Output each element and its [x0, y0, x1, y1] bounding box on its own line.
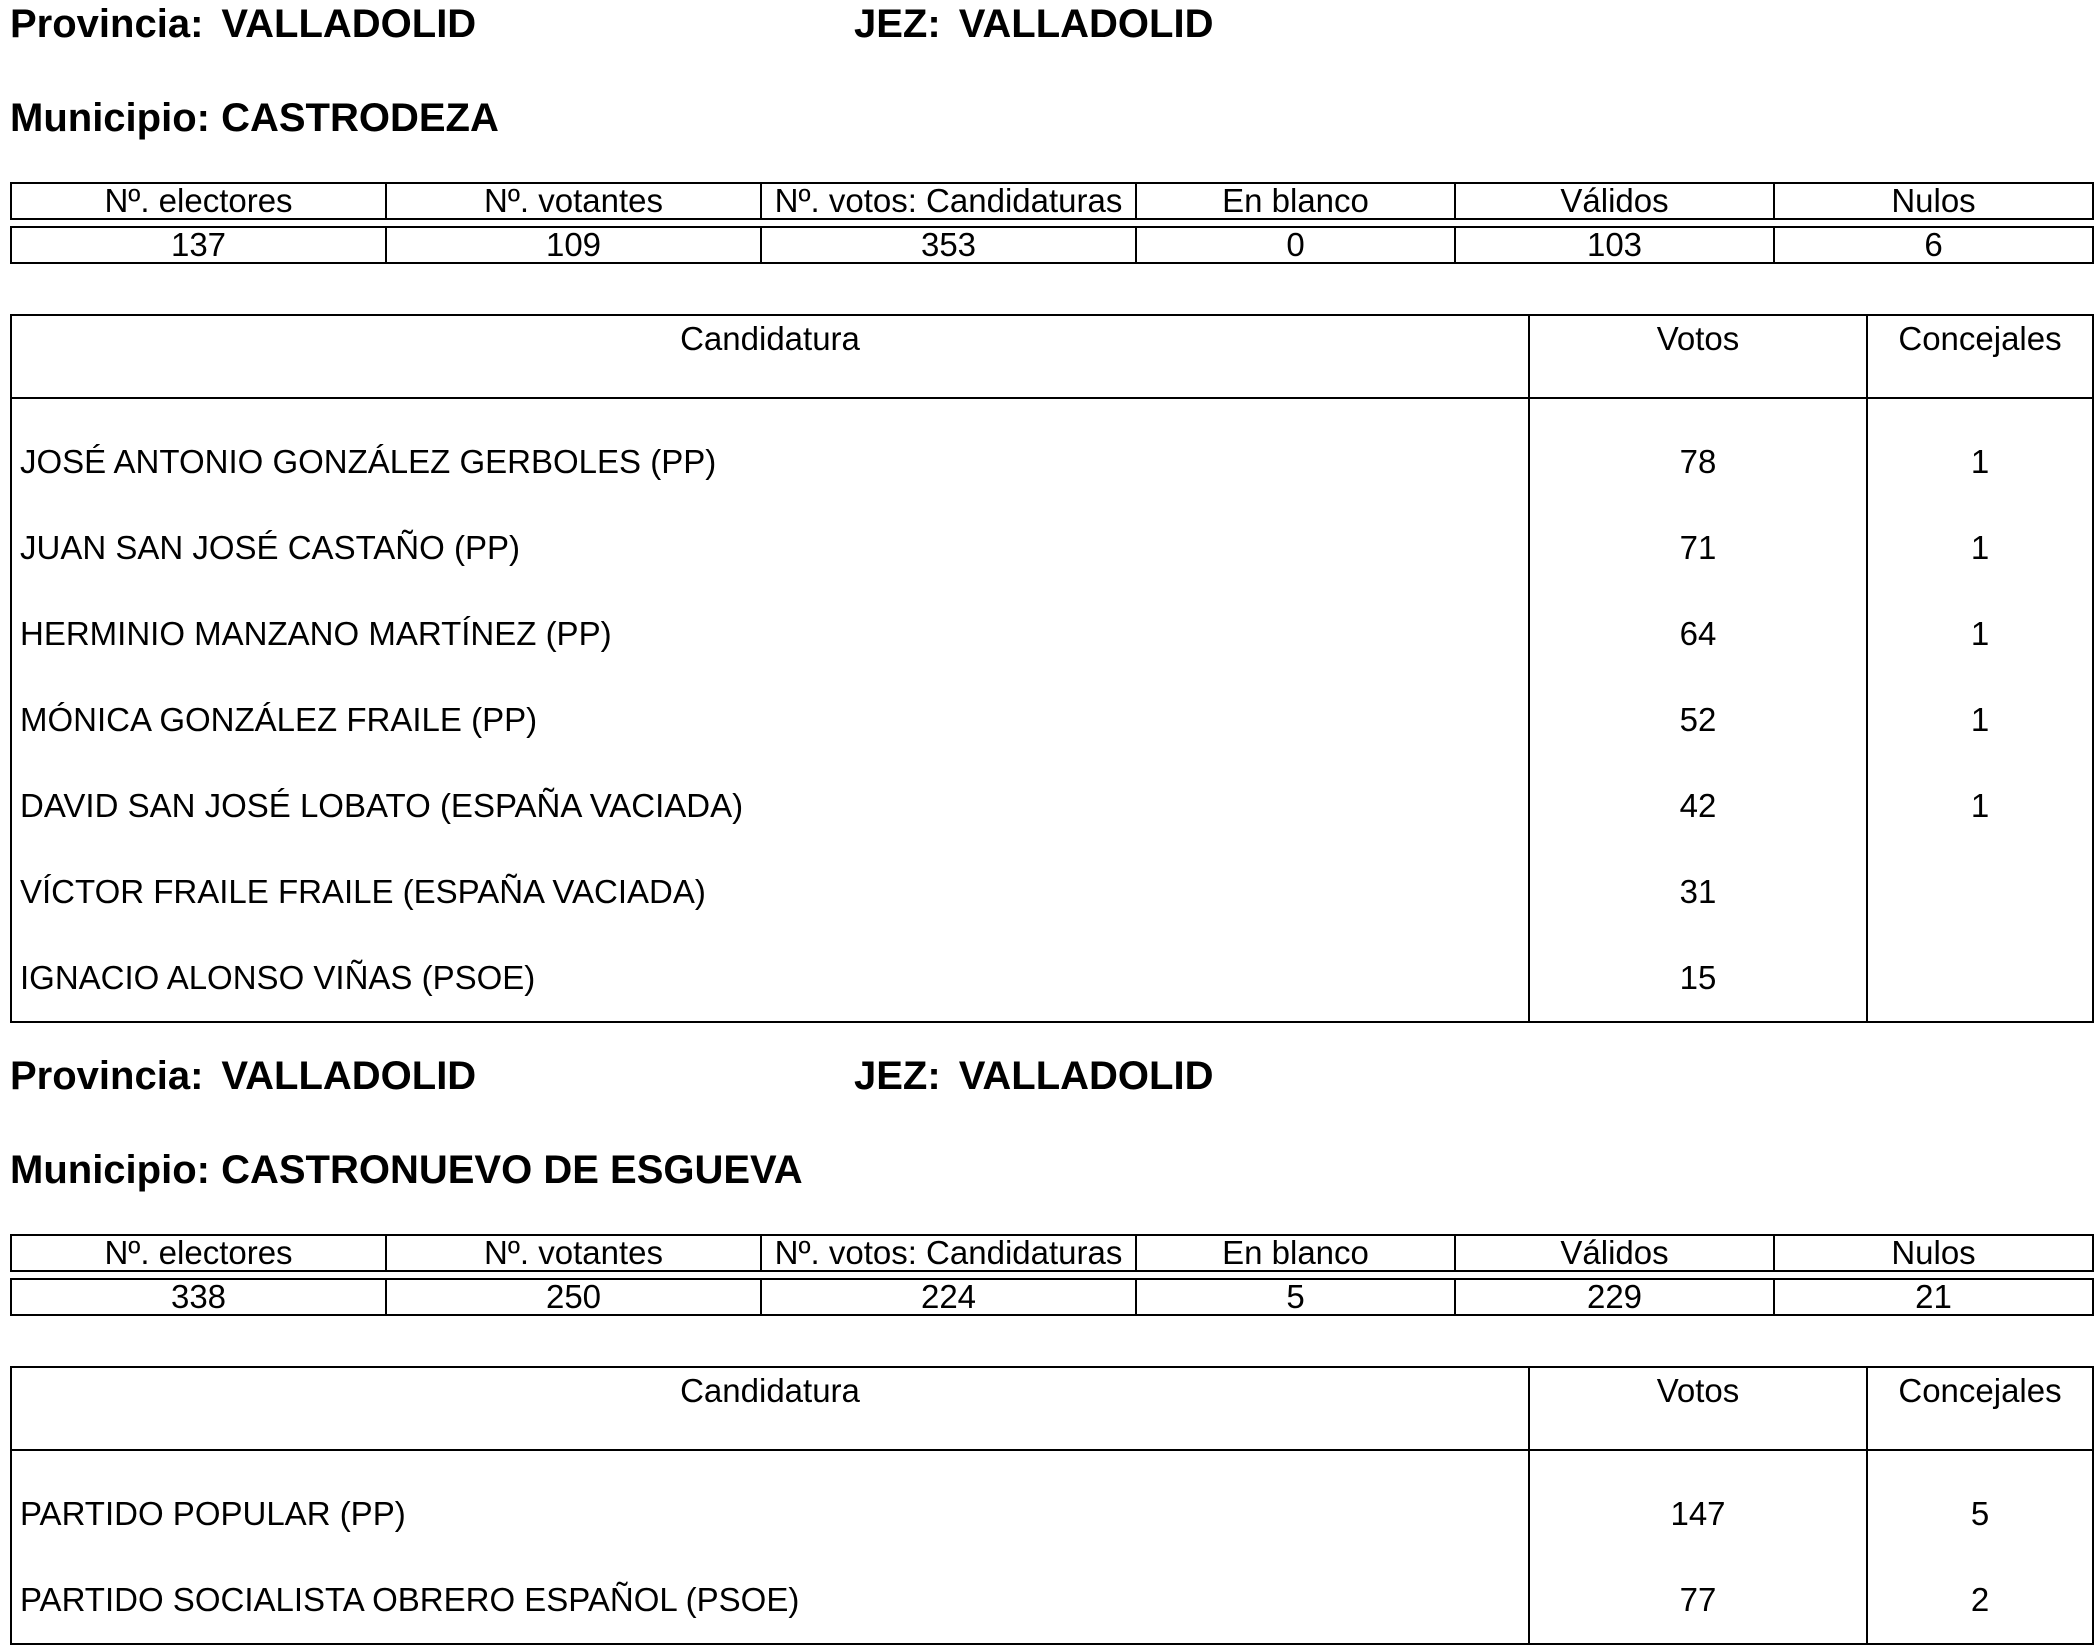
votos-header: Votos — [1529, 1367, 1867, 1450]
candidate-votos: 15 — [1529, 935, 1867, 1022]
candidate-concejales: 1 — [1867, 398, 2093, 505]
candidate-votos: 77 — [1529, 1557, 1867, 1644]
candidatura-header: Candidatura — [11, 315, 1529, 398]
summary-header-cell: Nulos — [1774, 1235, 2093, 1271]
candidate-name: IGNACIO ALONSO VIÑAS (PSOE) — [11, 935, 1529, 1022]
municipio-label: Municipio: — [10, 1148, 210, 1192]
municipio-label: Municipio: — [10, 96, 210, 140]
candidates-table — [10, 314, 2094, 1023]
concejales-header: Concejales — [1867, 315, 2093, 398]
municipio-value: CASTRODEZA — [221, 96, 499, 140]
summary-value-row — [11, 1279, 2093, 1315]
candidate-name: PARTIDO POPULAR (PP) — [11, 1450, 1529, 1557]
candidate-row — [11, 1557, 2093, 1644]
summary-value-cell: 21 — [1774, 1279, 2093, 1315]
summary-value-cell: 103 — [1455, 227, 1774, 263]
candidate-row — [11, 763, 2093, 849]
summary-header-cell: En blanco — [1136, 1235, 1455, 1271]
candidate-name: DAVID SAN JOSÉ LOBATO (ESPAÑA VACIADA) — [11, 763, 1529, 849]
candidate-votos: 52 — [1529, 677, 1867, 763]
municipio-header — [10, 1146, 803, 1194]
summary-value-cell: 229 — [1455, 1279, 1774, 1315]
candidate-concejales: 5 — [1867, 1450, 2093, 1557]
provincia-label: Provincia: — [10, 1054, 204, 1098]
summary-header-cell: Válidos — [1455, 1235, 1774, 1271]
jez-value: VALLADOLID — [958, 1054, 1214, 1098]
candidate-concejales — [1867, 849, 2093, 935]
summary-table — [10, 1234, 2094, 1316]
votos-header: Votos — [1529, 315, 1867, 398]
jez-label: JEZ: — [854, 1054, 941, 1098]
provincia-value: VALLADOLID — [221, 2, 477, 46]
jez-value: VALLADOLID — [958, 2, 1214, 46]
summary-value-cell: 353 — [761, 227, 1136, 263]
summary-header-cell: Nulos — [1774, 183, 2093, 219]
candidate-row — [11, 1450, 2093, 1557]
jez-header — [854, 1052, 1213, 1100]
summary-value-cell: 0 — [1136, 227, 1455, 263]
candidate-votos: 147 — [1529, 1450, 1867, 1557]
summary-value-cell: 338 — [11, 1279, 386, 1315]
provincia-header — [10, 1052, 476, 1100]
summary-value-row — [11, 227, 2093, 263]
candidate-row — [11, 935, 2093, 1022]
summary-value-cell: 5 — [1136, 1279, 1455, 1315]
summary-header-cell: Válidos — [1455, 183, 1774, 219]
municipio-header — [10, 94, 499, 142]
candidate-concejales: 1 — [1867, 505, 2093, 591]
candidate-name: HERMINIO MANZANO MARTÍNEZ (PP) — [11, 591, 1529, 677]
summary-header-cell: Nº. electores — [11, 1235, 386, 1271]
candidate-name: MÓNICA GONZÁLEZ FRAILE (PP) — [11, 677, 1529, 763]
candidate-row — [11, 591, 2093, 677]
summary-header-cell: En blanco — [1136, 183, 1455, 219]
candidate-name: PARTIDO SOCIALISTA OBRERO ESPAÑOL (PSOE) — [11, 1557, 1529, 1644]
provincia-label: Provincia: — [10, 2, 204, 46]
candidate-row — [11, 398, 2093, 505]
candidate-votos: 31 — [1529, 849, 1867, 935]
provincia-header — [10, 0, 476, 48]
summary-table — [10, 182, 2094, 264]
summary-header-row — [11, 183, 2093, 219]
candidate-votos: 78 — [1529, 398, 1867, 505]
candidate-votos: 71 — [1529, 505, 1867, 591]
candidate-row — [11, 677, 2093, 763]
summary-header-cell: Nº. votos: Candidaturas — [761, 183, 1136, 219]
provincia-value: VALLADOLID — [221, 1054, 477, 1098]
candidate-concejales: 1 — [1867, 763, 2093, 849]
summary-header-cell: Nº. votantes — [386, 183, 761, 219]
summary-header-cell: Nº. votantes — [386, 1235, 761, 1271]
summary-gap — [11, 219, 2093, 227]
candidate-votos: 42 — [1529, 763, 1867, 849]
candidate-concejales — [1867, 935, 2093, 1022]
summary-value-cell: 137 — [11, 227, 386, 263]
summary-header-row — [11, 1235, 2093, 1271]
concejales-header: Concejales — [1867, 1367, 2093, 1450]
candidate-name: JOSÉ ANTONIO GONZÁLEZ GERBOLES (PP) — [11, 398, 1529, 505]
summary-header-cell: Nº. votos: Candidaturas — [761, 1235, 1136, 1271]
summary-gap — [11, 1271, 2093, 1279]
candidate-row — [11, 505, 2093, 591]
summary-value-cell: 224 — [761, 1279, 1136, 1315]
candidate-votos: 64 — [1529, 591, 1867, 677]
candidate-name: JUAN SAN JOSÉ CASTAÑO (PP) — [11, 505, 1529, 591]
summary-value-cell: 250 — [386, 1279, 761, 1315]
candidate-concejales: 2 — [1867, 1557, 2093, 1644]
candidate-row — [11, 849, 2093, 935]
summary-header-cell: Nº. electores — [11, 183, 386, 219]
candidates-header-row — [11, 315, 2093, 398]
municipio-value: CASTRONUEVO DE ESGUEVA — [221, 1148, 803, 1192]
candidate-name: VÍCTOR FRAILE FRAILE (ESPAÑA VACIADA) — [11, 849, 1529, 935]
candidate-concejales: 1 — [1867, 677, 2093, 763]
summary-value-cell: 109 — [386, 227, 761, 263]
candidates-table — [10, 1366, 2094, 1645]
summary-value-cell: 6 — [1774, 227, 2093, 263]
candidates-header-row — [11, 1367, 2093, 1450]
candidatura-header: Candidatura — [11, 1367, 1529, 1450]
jez-label: JEZ: — [854, 2, 941, 46]
jez-header — [854, 0, 1213, 48]
candidate-concejales: 1 — [1867, 591, 2093, 677]
